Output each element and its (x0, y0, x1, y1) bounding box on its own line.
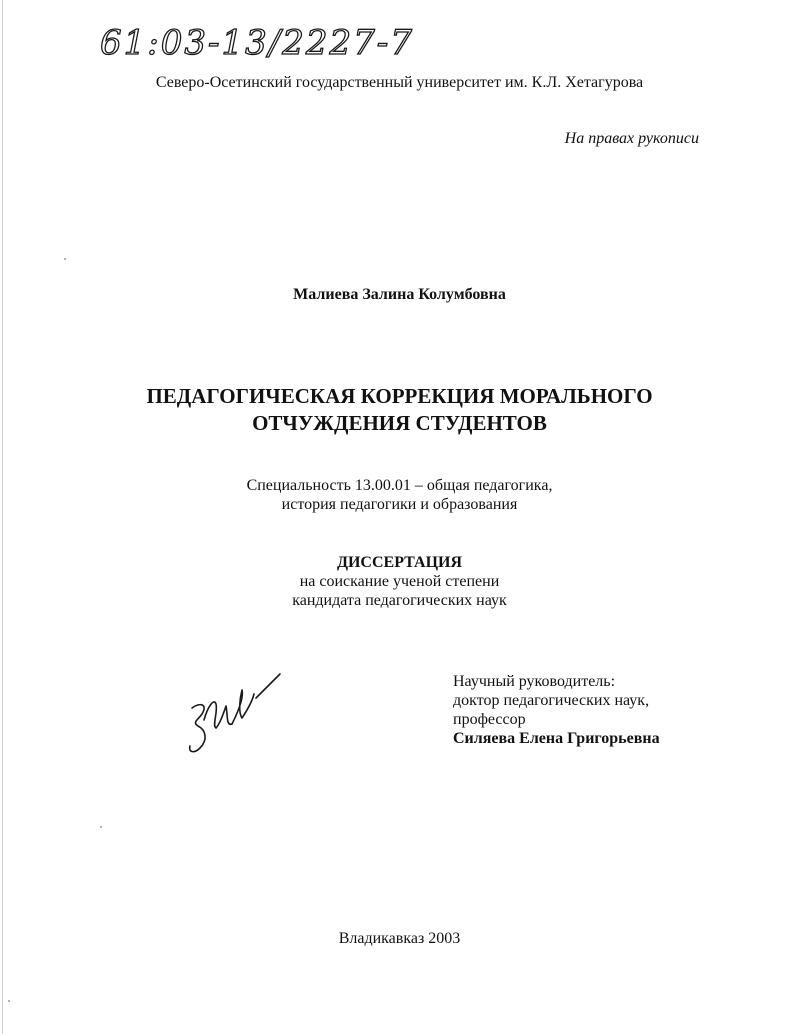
signature-stroke (256, 674, 280, 698)
specialty (0, 476, 799, 514)
title-line: ОТЧУЖДЕНИЯ СТУДЕНТОВ (252, 411, 547, 435)
degree-line: на соискание ученой степени (299, 573, 500, 590)
university-name: Северо-Осетинский государственный университет им. К.Л. Хетагурова (155, 74, 644, 91)
supervisor-name: Силяева Елена Григорьевна (453, 730, 660, 747)
dissertation-degree (0, 553, 799, 610)
supervisor-rank: профессор (453, 711, 526, 728)
scan-speck (64, 258, 66, 260)
scan-speck (100, 826, 102, 828)
title-line: ПЕДАГОГИЧЕСКАЯ КОРРЕКЦИЯ МОРАЛЬНОГО (146, 384, 653, 408)
author-name: Малиева Залина Колумбовна (293, 286, 506, 303)
dissertation-title (0, 383, 799, 437)
specialty-line: Специальность 13.00.01 – общая педагогика, (246, 477, 553, 494)
scan-edge (2, 0, 3, 1034)
scan-speck (8, 1000, 10, 1002)
degree-line: кандидата педагогических наук (292, 592, 507, 609)
signature-stroke (190, 705, 205, 752)
signature-stroke (232, 690, 254, 724)
manuscript-note: На правах рукописи (564, 130, 699, 147)
dissertation-heading: ДИССЕРТАЦИЯ (336, 554, 463, 571)
city-year: Владикавказ 2003 (338, 930, 461, 947)
handwritten-signature (182, 668, 292, 778)
supervisor-label: Научный руководитель: (453, 673, 616, 690)
signature-stroke (204, 702, 232, 728)
handwritten-code-text: 61:03-13/2227-7 (100, 23, 414, 63)
specialty-line: история педагогики и образования (281, 496, 518, 513)
supervisor-degree: доктор педагогических наук, (453, 692, 650, 709)
handwritten-archive-code (96, 10, 436, 70)
supervisor (453, 672, 660, 748)
